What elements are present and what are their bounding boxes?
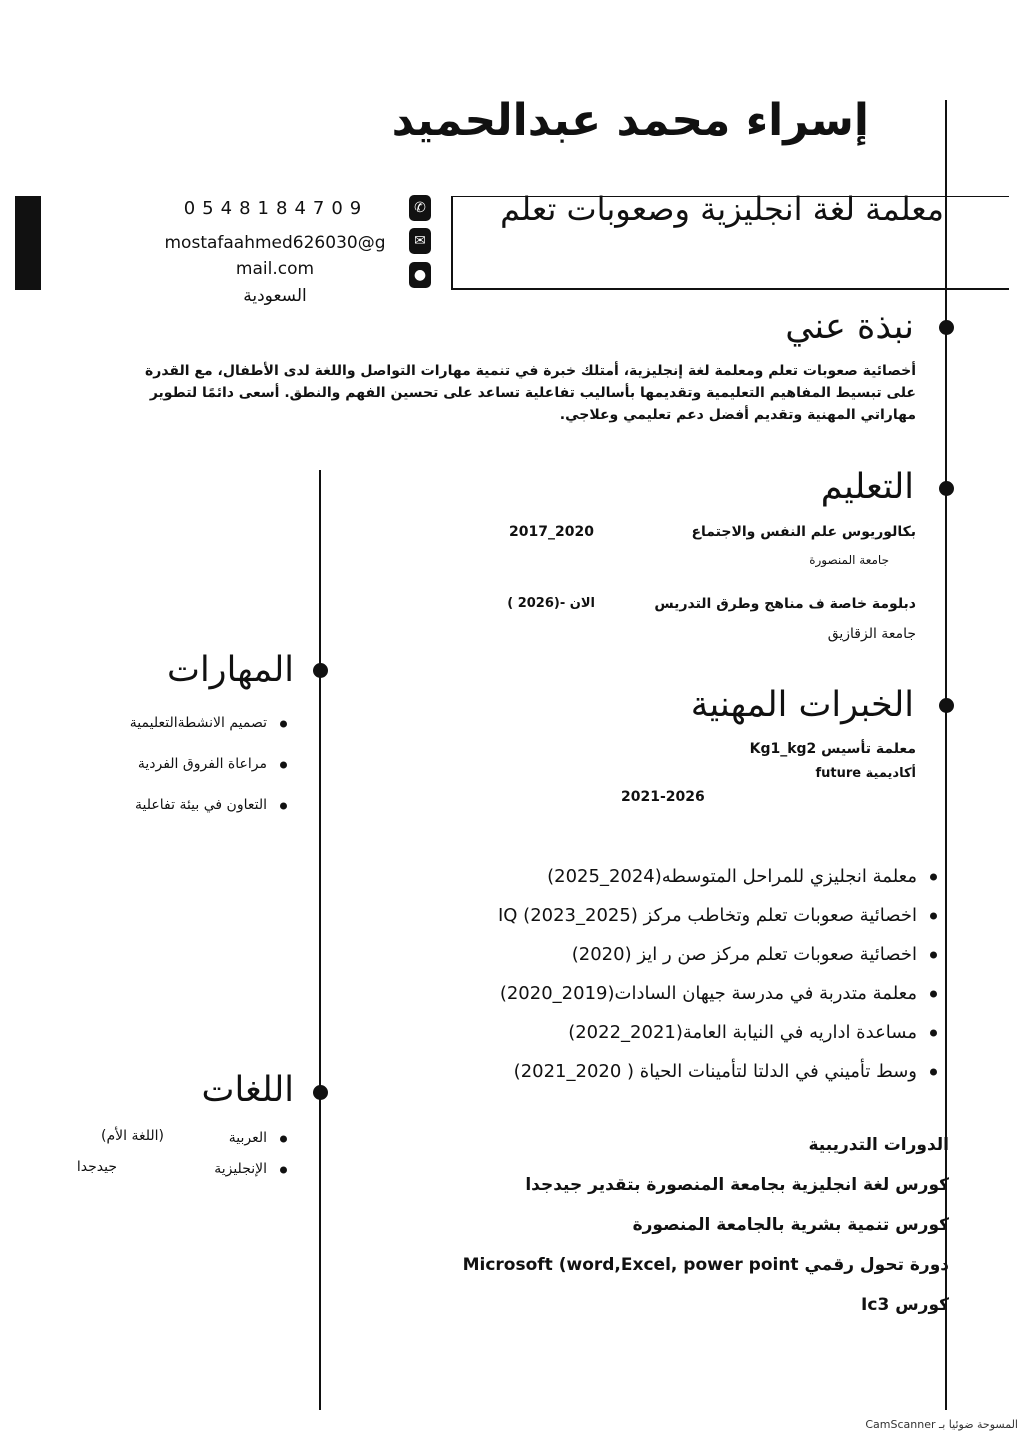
- contact-email-line2: mail.com: [235, 259, 315, 279]
- education-school: جامعة الزقازيق: [827, 626, 916, 642]
- list-item: معلمة متدربة في مدرسة جيهان السادات(2019_2020): [498, 974, 939, 1013]
- experience-list: [498, 857, 939, 1091]
- education-years: 2017_2020: [509, 524, 594, 540]
- location-icon: ●: [409, 262, 431, 288]
- course-item: كورس Ic3: [861, 1295, 949, 1315]
- list-item: اخصائية صعوبات تعلم مركز صن ر ايز (2020): [498, 935, 939, 974]
- about-line: مهاراتي المهنية وتقديم أفضل دعم تعليمي وعلاجي.: [559, 407, 916, 423]
- education-school: جامعة المنصورة: [809, 553, 889, 567]
- list-item: الإنجليزية: [214, 1154, 289, 1185]
- decorative-block: [15, 196, 41, 290]
- about-heading: نبذة عني: [785, 307, 914, 347]
- education-years: الان -(2026 ): [507, 596, 595, 611]
- about-text: [96, 360, 916, 426]
- contact-phone: 0548184709: [183, 198, 369, 219]
- experience-role: معلمة تأسيس Kg1_kg2: [749, 741, 916, 757]
- experience-heading: الخبرات المهنية: [690, 685, 914, 725]
- course-item: دورة تحول رقمي Microsoft (word,Excel, power point: [462, 1255, 949, 1275]
- right-timeline-line: [945, 100, 947, 1410]
- languages-dot: [313, 1085, 328, 1100]
- education-heading: التعليم: [820, 467, 914, 507]
- email-icon: ✉: [409, 228, 431, 254]
- job-title: معلمة لغة انجليزية وصعوبات تعلم: [500, 190, 944, 228]
- about-dot: [939, 320, 954, 335]
- education-degree: بكالوريوس علم النفس والاجتماع: [691, 524, 916, 540]
- list-item: تصميم الانشطةالتعليمية: [130, 703, 289, 744]
- skills-list: [130, 703, 289, 826]
- list-item: اخصائية صعوبات تعلم وتخاطب مركز IQ (2023_2025): [498, 896, 939, 935]
- education-degree: دبلومة خاصة ف مناهج وطرق التدريس: [654, 596, 916, 612]
- skills-dot: [313, 663, 328, 678]
- skills-heading: المهارات: [167, 650, 294, 690]
- list-item: التعاون في بيئة تفاعلية: [130, 785, 289, 826]
- about-line: على تبسيط المفاهيم التعليمية وتقديمها بأساليب تفاعلية تساعد على تحسين الفهم والنطق. أسعى دائمًا لتطوير: [149, 385, 916, 401]
- languages-heading: اللغات: [201, 1070, 294, 1110]
- courses-heading: الدورات التدريبية: [808, 1135, 949, 1155]
- list-item: مراعاة الفروق الفردية: [130, 744, 289, 785]
- experience-org: أكاديمية future: [815, 766, 916, 781]
- scanner-footer: المسوحة ضوئيا بـ CamScanner: [865, 1418, 1018, 1431]
- left-timeline-line: [319, 470, 321, 1410]
- course-item: كورس تنمية بشرية بالجامعة المنصورة: [632, 1215, 949, 1235]
- contact-email-line1: mostafaahmed626030@g: [164, 233, 386, 253]
- language-level: جيدجدا: [76, 1159, 117, 1175]
- list-item: مساعدة اداريه في النيابة العامة(2021_2022): [498, 1013, 939, 1052]
- list-item: وسط تأميني في الدلتا لتأمينات الحياة ( 2020_2021): [498, 1052, 939, 1091]
- experience-dot: [939, 698, 954, 713]
- phone-icon: ✆: [409, 195, 431, 221]
- experience-period: 2021-2026: [621, 789, 705, 805]
- language-level: (اللغة الأم): [101, 1128, 164, 1144]
- list-item: العربية: [214, 1123, 289, 1154]
- course-item: كورس لغة انجليزية بجامعة المنصورة بتقدير جيدجدا: [525, 1175, 949, 1195]
- education-dot: [939, 481, 954, 496]
- list-item: معلمة انجليزي للمراحل المتوسطه(2024_2025): [498, 857, 939, 896]
- page-title: إسراء محمد عبدالحميد: [391, 95, 869, 146]
- about-line: أخصائية صعوبات تعلم ومعلمة لغة إنجليزية، أمتلك خبرة في تنمية مهارات التواصل واللغة لدى الأطفال، مع القدرة: [145, 363, 916, 379]
- contact-location: السعودية: [243, 286, 307, 306]
- languages-list: [214, 1123, 289, 1185]
